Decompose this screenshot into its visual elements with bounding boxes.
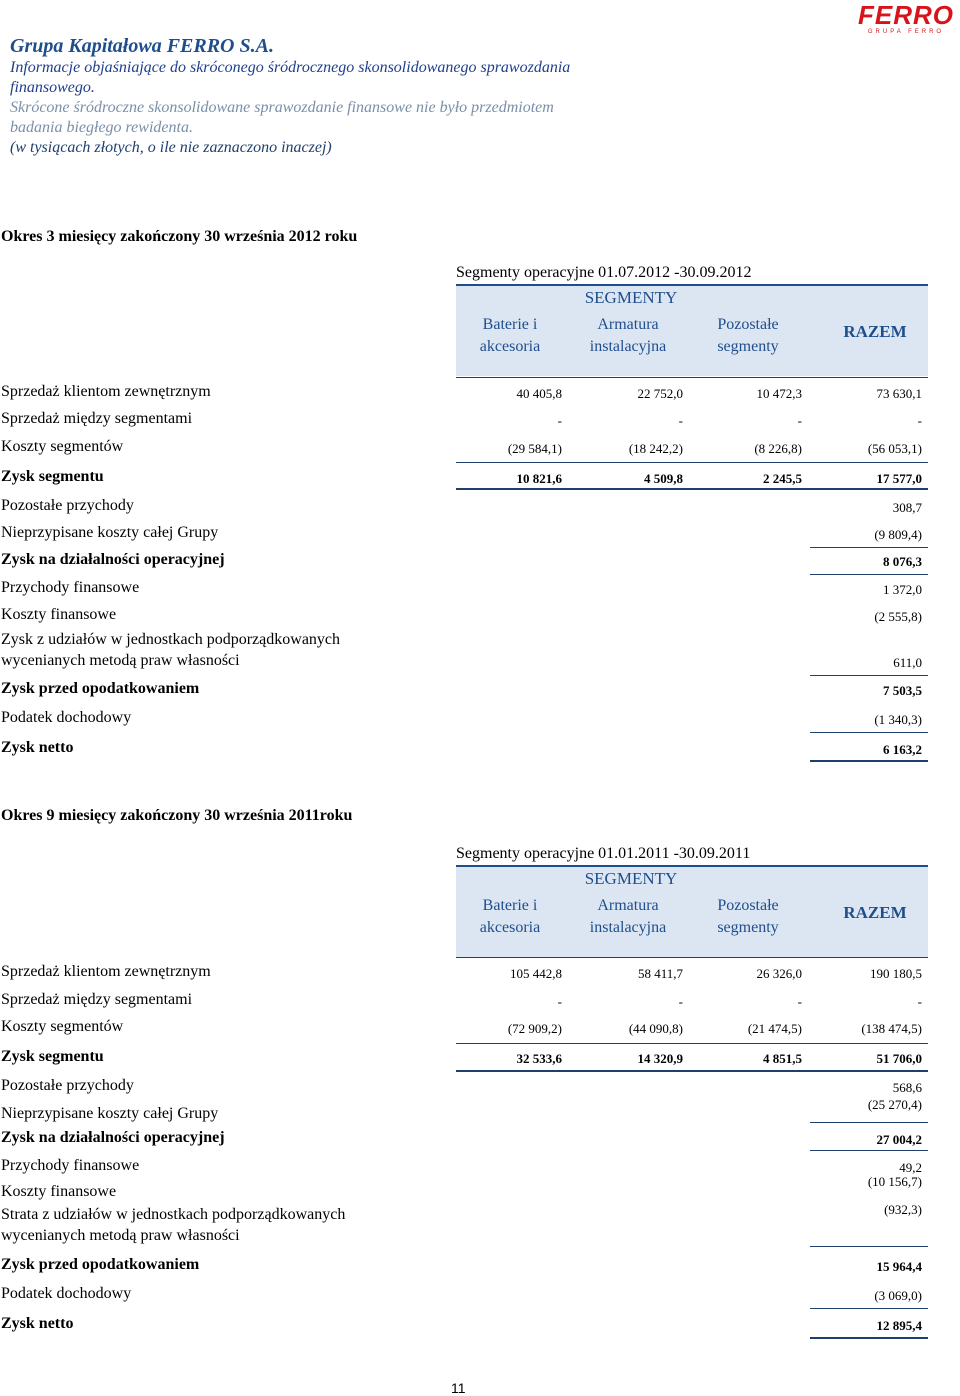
cell-value: (44 090,8) [628, 1021, 683, 1036]
cell-value: (56 053,1) [867, 441, 922, 456]
row-label: Podatek dochodowy [1, 709, 132, 726]
row-label: Nieprzypisane koszty całej Grupy [1, 1105, 219, 1122]
column-label: instalacyjna [589, 338, 667, 355]
row-label: Zysk netto [1, 739, 74, 756]
table-row [1, 496, 928, 518]
row-label: Zysk przed opodatkowaniem [1, 1256, 200, 1273]
header-line: badania biegłego rewidenta. [10, 119, 193, 136]
table-row [1, 437, 928, 459]
cell-value: 15 964,4 [876, 1259, 922, 1274]
total-rule [456, 488, 928, 490]
ferro-logo [858, 2, 954, 36]
logo-subtitle: GRUPA FERRO [867, 29, 945, 35]
cell-value: 73 630,1 [876, 386, 922, 401]
column-baterie [456, 314, 564, 358]
subtotal-rule [810, 547, 928, 548]
cell-value: 17 577,0 [876, 471, 922, 486]
subtotal-rule [810, 1308, 928, 1309]
cell-value: 1 372,0 [883, 582, 922, 597]
column-razem: RAZEM [843, 322, 907, 341]
cell-value: - [678, 413, 683, 428]
column-pozostale [692, 895, 804, 939]
cell-value: 26 326,0 [756, 966, 802, 981]
row-label-continuation: wycenianych metodą praw własności [1, 652, 240, 669]
table-row [1, 550, 928, 572]
table-row [1, 382, 928, 404]
table-row [1, 630, 928, 674]
cell-value: 308,7 [892, 500, 922, 515]
header-line: Informacje objaśniające do skróconego śródrocznego skonsolidowanego sprawozdania [10, 59, 571, 76]
column-label: akcesoria [479, 338, 541, 355]
company-name: Grupa Kapitałowa FERRO S.A. [10, 35, 274, 57]
cell-value: - [797, 413, 802, 428]
table-row [1, 738, 928, 760]
table-row [1, 1076, 928, 1098]
segments-header-box [456, 284, 928, 376]
period-title-9m-2011: Okres 9 miesięcy zakończony 30 września 2011roku [1, 807, 353, 824]
segments-header-2011 [456, 843, 928, 957]
total-rule [810, 1337, 928, 1339]
row-label: Zysk na działalności operacyjnej [1, 1129, 225, 1146]
header-line: Skrócone śródroczne skonsolidowane sprawozdanie finansowe nie było przedmiotem [10, 99, 554, 116]
table-row [1, 708, 928, 730]
page-number: 11 [451, 1380, 466, 1396]
subtotal-rule [810, 1150, 928, 1151]
cell-value: 7 503,5 [883, 683, 922, 698]
row-label: Sprzedaż klientom zewnętrznym [1, 383, 211, 400]
cell-value: (138 474,5) [861, 1021, 922, 1036]
column-label: Pozostałe [717, 316, 779, 333]
cell-value: (2 555,8) [874, 609, 922, 624]
cell-value: - [557, 413, 562, 428]
column-armatura [568, 895, 688, 939]
column-label: instalacyjna [589, 919, 667, 936]
row-label: Zysk na działalności operacyjnej [1, 551, 225, 568]
cell-value: 10 821,6 [516, 471, 562, 486]
table-top-rule [456, 957, 928, 958]
cell-value: 190 180,5 [870, 966, 922, 981]
table-row [1, 990, 928, 1012]
column-label: Pozostałe [717, 897, 779, 914]
total-rule [810, 760, 928, 762]
cell-value: - [917, 413, 922, 428]
segments-header-box [456, 865, 928, 957]
table-row [1, 1255, 928, 1277]
cell-value: 4 509,8 [644, 471, 683, 486]
table-row [1, 605, 928, 627]
cell-value: 105 442,8 [510, 966, 562, 981]
cell-value: 568,6 [892, 1080, 922, 1095]
subtotal-rule [456, 1043, 928, 1044]
segments-operational-label: Segmenty operacyjne 01.01.2011 -30.09.2011 [456, 845, 751, 862]
cell-value: (21 474,5) [747, 1021, 802, 1036]
table-row [1, 1128, 928, 1150]
cell-value: (25 270,4) [867, 1097, 922, 1112]
row-label: Koszty segmentów [1, 1018, 124, 1035]
document-header [10, 34, 710, 158]
table-row [1, 409, 928, 431]
cell-value: 8 076,3 [883, 554, 922, 569]
table-row [1, 1174, 928, 1204]
cell-value: (3 069,0) [874, 1288, 922, 1303]
row-label: Zysk segmentu [1, 468, 104, 485]
subtotal-rule [810, 675, 928, 676]
cell-value: - [557, 994, 562, 1009]
table-row [1, 1017, 928, 1039]
cell-value: 2 245,5 [763, 471, 802, 486]
cell-value: (1 340,3) [874, 712, 922, 727]
segments-title: SEGMENTY [584, 288, 678, 307]
cell-value: (8 226,8) [754, 441, 802, 456]
column-label: segmenty [717, 919, 779, 936]
cell-value: 49,2 [899, 1160, 922, 1175]
row-label: Sprzedaż klientom zewnętrznym [1, 963, 211, 980]
cell-value: (932,3) [884, 1202, 922, 1217]
header-line: finansowego. [10, 79, 95, 96]
cell-value: 10 472,3 [756, 386, 802, 401]
column-label: Armatura [597, 316, 659, 333]
row-label: Sprzedaż między segmentami [1, 991, 193, 1008]
table-row [1, 523, 928, 545]
row-label: Zysk segmentu [1, 1048, 104, 1065]
row-label: Koszty segmentów [1, 438, 124, 455]
table-row [1, 578, 928, 600]
table-row [1, 1047, 928, 1069]
cell-value: (29 584,1) [507, 441, 562, 456]
cell-value: - [797, 994, 802, 1009]
subtotal-rule [810, 732, 928, 733]
cell-value: 51 706,0 [876, 1051, 922, 1066]
period-title-q3-2012: Okres 3 miesięcy zakończony 30 września 2012 roku [1, 228, 358, 245]
subtotal-rule [456, 462, 928, 463]
table-row [1, 467, 928, 489]
cell-value: (18 242,2) [628, 441, 683, 456]
cell-value: - [917, 994, 922, 1009]
row-label: Koszty finansowe [1, 1183, 117, 1200]
row-label: Przychody finansowe [1, 579, 140, 596]
row-label: Zysk netto [1, 1315, 74, 1332]
row-label: Zysk z udziałów w jednostkach podporządkowanych [1, 631, 341, 648]
column-label: akcesoria [479, 919, 541, 936]
cell-value: 40 405,8 [516, 386, 562, 401]
row-label: Strata z udziałów w jednostkach podporządkowanych [1, 1206, 346, 1223]
cell-value: 58 411,7 [637, 966, 683, 981]
cell-value: 32 533,6 [516, 1051, 562, 1066]
subtotal-rule [810, 574, 928, 575]
segments-title: SEGMENTY [584, 869, 678, 888]
cell-value: (9 809,4) [874, 527, 922, 542]
cell-value: 4 851,5 [763, 1051, 802, 1066]
table-row [1, 1284, 928, 1306]
column-label: Baterie i [482, 316, 538, 333]
subtotal-rule [810, 1246, 928, 1247]
row-label-continuation: wycenianych metodą praw własności [1, 1227, 240, 1244]
row-label: Podatek dochodowy [1, 1285, 132, 1302]
table-row [1, 679, 928, 701]
table-top-rule [456, 377, 928, 378]
table-row [1, 1156, 928, 1178]
cell-value: 14 320,9 [637, 1051, 683, 1066]
column-pozostale [692, 314, 804, 358]
cell-value: - [678, 994, 683, 1009]
segments-operational-label: Segmenty operacyjne 01.07.2012 -30.09.2012 [456, 264, 752, 281]
table-row [1, 1097, 928, 1126]
cell-value: 22 752,0 [637, 386, 683, 401]
segments-header-2012 [456, 262, 928, 376]
row-label: Nieprzypisane koszty całej Grupy [1, 524, 219, 541]
cell-value: (10 156,7) [867, 1174, 922, 1189]
table-row [1, 962, 928, 984]
row-label: Pozostałe przychody [1, 497, 134, 514]
units-note: (w tysiącach złotych, o ile nie zaznaczono inaczej) [10, 139, 332, 156]
cell-value: (72 909,2) [507, 1021, 562, 1036]
row-label: Koszty finansowe [1, 606, 117, 623]
subtotal-rule [810, 1122, 928, 1123]
column-label: Armatura [597, 897, 659, 914]
cell-value: 611,0 [893, 655, 922, 670]
row-label: Sprzedaż między segmentami [1, 410, 193, 427]
column-razem: RAZEM [843, 903, 907, 922]
column-label: segmenty [717, 338, 779, 355]
table-row [1, 1202, 928, 1249]
row-label: Pozostałe przychody [1, 1077, 134, 1094]
column-label: Baterie i [482, 897, 538, 914]
column-armatura [568, 314, 688, 358]
cell-value: 12 895,4 [876, 1318, 922, 1333]
row-label: Przychody finansowe [1, 1157, 140, 1174]
table-row [1, 1314, 928, 1336]
total-rule [456, 1070, 928, 1072]
logo-word: FERRO [858, 0, 954, 30]
cell-value: 6 163,2 [883, 742, 922, 757]
cell-value: 27 004,2 [876, 1132, 922, 1147]
row-label: Zysk przed opodatkowaniem [1, 680, 200, 697]
column-baterie [456, 895, 564, 939]
